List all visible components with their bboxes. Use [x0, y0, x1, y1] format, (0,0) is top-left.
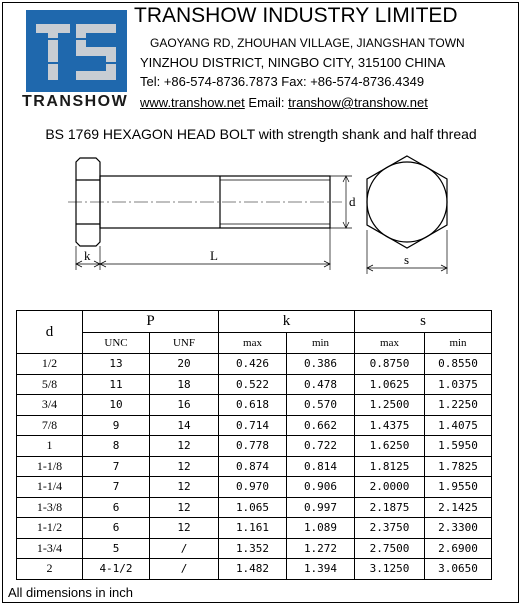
subheader-unf: UNF — [150, 333, 219, 354]
header-d: d — [17, 311, 83, 354]
table-cell: 0.714 — [219, 415, 287, 436]
table-cell: 0.570 — [287, 395, 355, 416]
table-cell: 1.8125 — [355, 456, 425, 477]
table-cell: 0.874 — [219, 456, 287, 477]
table-cell: 1.4375 — [355, 415, 425, 436]
table-cell: 11 — [83, 374, 150, 395]
table-cell: 1-1/2 — [17, 518, 83, 539]
dim-label-d: d — [349, 194, 356, 209]
table-cell: 12 — [150, 477, 219, 498]
table-cell: 12 — [150, 497, 219, 518]
table-cell: 0.386 — [287, 354, 355, 375]
web-line — [140, 95, 428, 110]
table-row — [17, 559, 492, 580]
table-cell: 0.662 — [287, 415, 355, 436]
table-cell: 12 — [150, 456, 219, 477]
table-cell: 16 — [150, 395, 219, 416]
table-cell: 2.3300 — [425, 518, 492, 539]
email-label: Email: — [248, 95, 285, 110]
table-cell: 0.522 — [219, 374, 287, 395]
table-cell: 12 — [150, 436, 219, 457]
table-cell: 20 — [150, 354, 219, 375]
table-cell: 0.426 — [219, 354, 287, 375]
table-cell: 7 — [83, 456, 150, 477]
table-cell: 2.1425 — [425, 497, 492, 518]
table-cell: 13 — [83, 354, 150, 375]
header-k: k — [219, 311, 355, 333]
table-cell: 1.7825 — [425, 456, 492, 477]
table-cell: 3/4 — [17, 395, 83, 416]
table-cell: 1.482 — [219, 559, 287, 580]
dim-label-s: s — [404, 252, 410, 267]
table-row — [17, 354, 492, 375]
header-s: s — [355, 311, 492, 333]
bolt-drawing — [60, 150, 460, 280]
subheader-s-max: max — [355, 333, 425, 354]
brand-name: TRANSHOW — [22, 93, 129, 110]
table-cell: 3.0650 — [425, 559, 492, 580]
table-cell: 1.5950 — [425, 436, 492, 457]
website-link[interactable]: www.transhow.net — [140, 95, 245, 110]
table-cell: 1.352 — [219, 538, 287, 559]
table-row — [17, 415, 492, 436]
table-cell: 9 — [83, 415, 150, 436]
table-cell: 3.1250 — [355, 559, 425, 580]
document-title: BS 1769 HEXAGON HEAD BOLT with strength shank and half thread — [45, 126, 477, 142]
table-cell: 14 — [150, 415, 219, 436]
table-cell: 0.8750 — [355, 354, 425, 375]
table-cell: 2.3750 — [355, 518, 425, 539]
dim-label-l: L — [210, 248, 218, 263]
table-cell: 1.2250 — [425, 395, 492, 416]
table-cell: 2.7500 — [355, 538, 425, 559]
address-line-2: YINZHOU DISTRICT, NINGBO CITY, 315100 CHINA — [140, 55, 446, 70]
email-link[interactable]: transhow@transhow.net — [288, 95, 428, 110]
table-cell: 1-3/4 — [17, 538, 83, 559]
table-cell: / — [150, 538, 219, 559]
table-cell: 2.6900 — [425, 538, 492, 559]
table-cell: 7 — [83, 477, 150, 498]
footnote: All dimensions in inch — [8, 585, 134, 600]
table-cell: 0.778 — [219, 436, 287, 457]
table-cell: 1/2 — [17, 354, 83, 375]
table-cell: 0.814 — [287, 456, 355, 477]
subheader-s-min: min — [425, 333, 492, 354]
subheader-k-max: max — [219, 333, 287, 354]
table-cell: 1.065 — [219, 497, 287, 518]
table-cell: 2 — [17, 559, 83, 580]
table-row — [17, 374, 492, 395]
table-cell: 1-3/8 — [17, 497, 83, 518]
table-subheader-row — [17, 333, 492, 354]
table-cell: 2.1875 — [355, 497, 425, 518]
table-cell: 10 — [83, 395, 150, 416]
table-cell: / — [150, 559, 219, 580]
table-cell: 1.272 — [287, 538, 355, 559]
table-cell: 7/8 — [17, 415, 83, 436]
dimension-table — [16, 310, 492, 580]
table-cell: 0.906 — [287, 477, 355, 498]
ts-logo-icon — [26, 10, 127, 92]
company-logo — [26, 10, 127, 92]
table-cell: 18 — [150, 374, 219, 395]
table-cell: 1.0625 — [355, 374, 425, 395]
contact-line: Tel: +86-574-8736.7873 Fax: +86-574-8736.4349 — [140, 74, 425, 89]
table-cell: 1.2500 — [355, 395, 425, 416]
table-cell: 5/8 — [17, 374, 83, 395]
table-cell: 5 — [83, 538, 150, 559]
table-cell: 0.997 — [287, 497, 355, 518]
header-p: P — [83, 311, 219, 333]
table-row — [17, 497, 492, 518]
table-cell: 1-1/8 — [17, 456, 83, 477]
table-row — [17, 477, 492, 498]
subheader-unc: UNC — [83, 333, 150, 354]
table-cell: 0.478 — [287, 374, 355, 395]
table-cell: 0.970 — [219, 477, 287, 498]
dim-label-k: k — [84, 248, 91, 263]
table-cell: 1.161 — [219, 518, 287, 539]
table-row — [17, 538, 492, 559]
table-row — [17, 456, 492, 477]
table-cell: 1.394 — [287, 559, 355, 580]
table-cell: 2.0000 — [355, 477, 425, 498]
table-cell: 1.0375 — [425, 374, 492, 395]
table-cell: 1.6250 — [355, 436, 425, 457]
table-body — [17, 354, 492, 580]
table-cell: 0.618 — [219, 395, 287, 416]
table-row — [17, 518, 492, 539]
table-cell: 1.089 — [287, 518, 355, 539]
table-cell: 6 — [83, 518, 150, 539]
table-row — [17, 395, 492, 416]
table-cell: 8 — [83, 436, 150, 457]
table-cell: 4-1/2 — [83, 559, 150, 580]
table-cell: 1.4075 — [425, 415, 492, 436]
table-cell: 0.722 — [287, 436, 355, 457]
address-line-1: GAOYANG RD, ZHOUHAN VILLAGE, JIANGSHAN TOWN — [150, 36, 465, 50]
table-row — [17, 436, 492, 457]
table-cell: 1-1/4 — [17, 477, 83, 498]
table-cell: 0.8550 — [425, 354, 492, 375]
table-cell: 1.9550 — [425, 477, 492, 498]
subheader-k-min: min — [287, 333, 355, 354]
table-cell: 12 — [150, 518, 219, 539]
company-name: TRANSHOW INDUSTRY LIMITED — [134, 4, 458, 27]
table-cell: 6 — [83, 497, 150, 518]
table-header-row — [17, 311, 492, 333]
table-cell: 1 — [17, 436, 83, 457]
